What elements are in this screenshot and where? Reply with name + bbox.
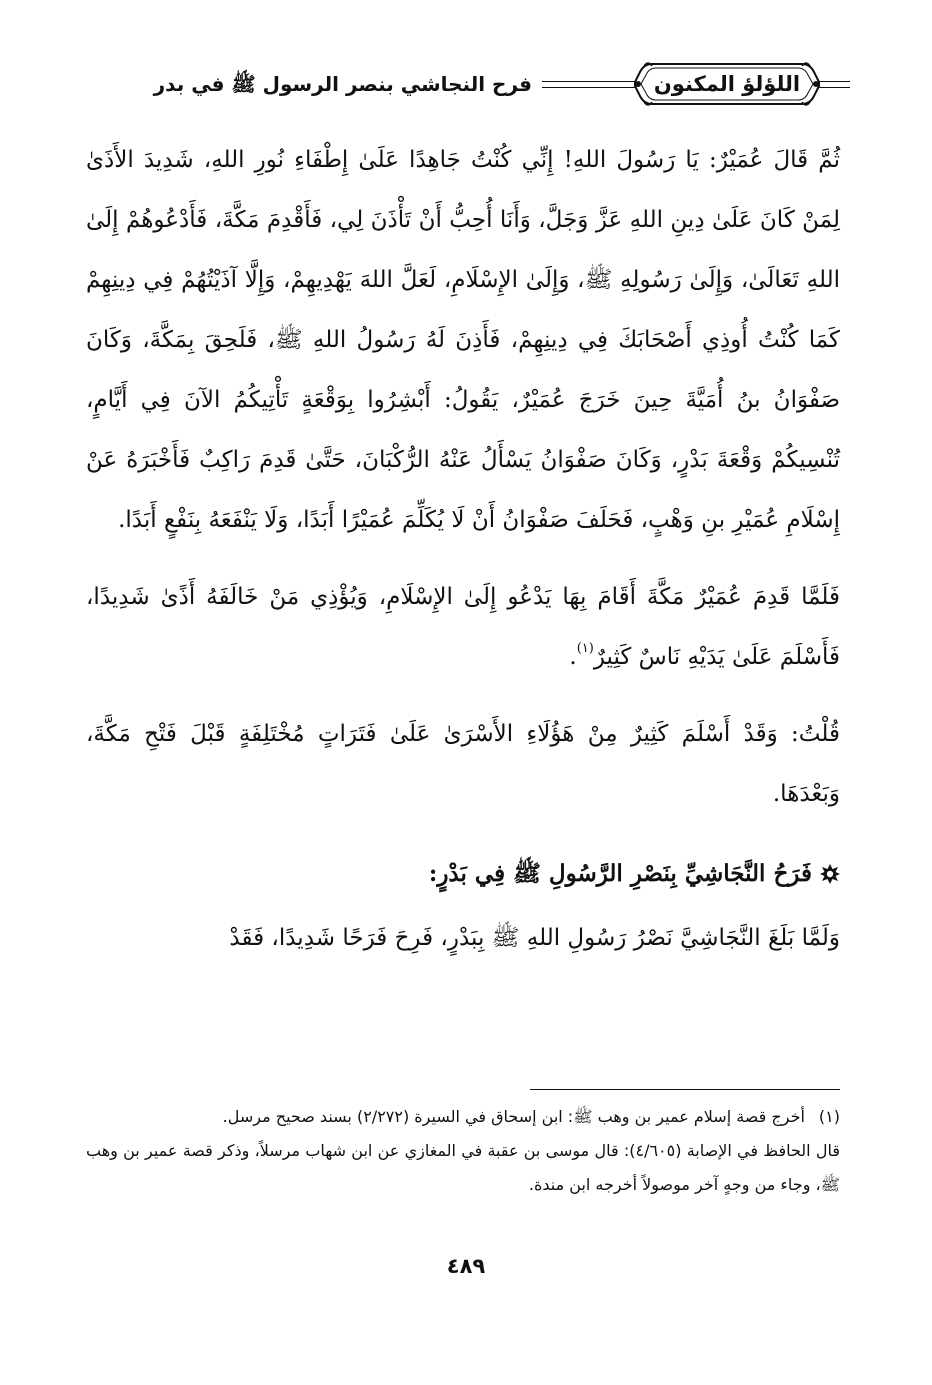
section-heading-text: فَرَحُ النَّجَاشِيِّ بِنَصْرِ الرَّسُولِ ﷺ فِي بَدْرٍ:: [428, 860, 812, 887]
footnote-number: (١): [818, 1107, 840, 1126]
footnote-reference[interactable]: (١): [576, 641, 594, 656]
book-title: اللؤلؤ المكنون: [653, 72, 801, 96]
header-rule-right: [818, 81, 850, 88]
footnote-text: أخرج قصة إسلام عمير بن وهب ﷺ: ابن إسحاق في السيرة (٢/٢٧٢) بسند صحيح مرسل.: [222, 1107, 805, 1126]
main-text: [86, 130, 840, 968]
paragraph-1: ثُمَّ قَالَ عُمَيْرٌ: يَا رَسُولَ اللهِ! إِنِّي كُنْتُ جَاهِدًا عَلَىٰ إِطْفَاءِ نُورِ اللهِ، شَدِيدَ الأَذَىٰ لِمَنْ كَانَ عَلَىٰ دِينِ اللهِ عَزَّ وَجَلَّ، وَأَنَا أُحِبُّ أَنْ تَأْذَنَ لِي، فَأَقْدِمَ مَكَّةَ، فَأَدْعُوهُمْ إِلَىٰ اللهِ تَعَالَىٰ، وَإِلَىٰ رَسُولِهِ ﷺ، وَإِلَىٰ الإِسْلَامِ، لَعَلَّ اللهَ يَهْدِيهِمْ، وَإِلَّا آذَيْتُهُمْ فِي دِينِهِمْ كَمَا كُنْتُ أُوذِي أَصْحَابَكَ فِي دِينِهِمْ، فَأَذِنَ لَهُ رَسُولُ اللهِ ﷺ، فَلَحِقَ بِمَكَّةَ، وَكَانَ صَفْوَانُ بنُ أُمَيَّةَ حِينَ خَرَجَ عُمَيْرٌ، يَقُولُ: أَبْشِرُوا بِوَقْعَةٍ تَأْتِيكُمُ الآنَ فِي أَيَّامٍ، تُنْسِيكُمْ وَقْعَةَ بَدْرٍ، وَكَانَ صَفْوَانُ يَسْأَلُ عَنْهُ الرُّكْبَانَ، حَتَّىٰ قَدِمَ رَاكِبٌ فَأَخْبَرَهُ عَنْ إِسْلَامِ عُمَيْرِ بنِ وَهْبٍ، فَحَلَفَ صَفْوَانُ أَنْ لَا يُكَلِّمَ عُمَيْرًا أَبَدًا، وَلَا يَنْفَعَهُ بِنَفْعٍ أَبَدًا.: [86, 147, 840, 533]
paragraph-2-text: فَلَمَّا قَدِمَ عُمَيْرٌ مَكَّةَ أَقَامَ بِهَا يَدْعُو إِلَىٰ الإِسْلَامِ، وَيُؤْذِي مَنْ خَالَفَهُ أَذًىٰ شَدِيدًا، فَأَسْلَمَ عَلَىٰ يَدَيْهِ نَاسٌ كَثِيرٌ: [86, 584, 840, 670]
paragraph-2: [86, 567, 840, 687]
footnotes: [86, 1100, 840, 1202]
header-rule-middle: [542, 81, 635, 88]
paragraph-3: قُلْتُ: وَقَدْ أَسْلَمَ كَثِيرٌ مِنْ هَؤُلَاءِ الأَسْرَىٰ عَلَىٰ فَتَرَاتٍ مُخْتَلِفَةٍ قَبْلَ فَتْحِ مَكَّةَ، وَبَعْدَهَا.: [86, 721, 840, 807]
footnote-1-continuation: [86, 1134, 840, 1202]
footnote-1: [86, 1100, 840, 1134]
page-number: ٤٨٩: [446, 1254, 486, 1278]
footnote-text: قال الحافظ في الإصابة (٤/٦٠٥): قال موسى بن عقبة في المغازي عن ابن شهاب مرسلاً، وذكر قصة عمير بن وهب ﷺ، وجاء من وجهٍ آخر موصولاً أخرجه ابن مندة.: [86, 1141, 840, 1194]
footnote-separator: [530, 1089, 840, 1090]
chapter-title: فرح النجاشي بنصر الرسول ﷺ في بدر: [153, 72, 532, 96]
paragraph-4: وَلَمَّا بَلَغَ النَّجَاشِيَّ نَصْرُ رَسُولِ اللهِ ﷺ بِبَدْرٍ، فَرِحَ فَرَحًا شَدِيدًا، فَقَدْ: [229, 925, 840, 951]
running-header: [92, 48, 850, 120]
flower-bullet-icon: [820, 864, 840, 884]
section-heading: [86, 844, 840, 904]
paragraph-2-end: .: [569, 644, 577, 670]
